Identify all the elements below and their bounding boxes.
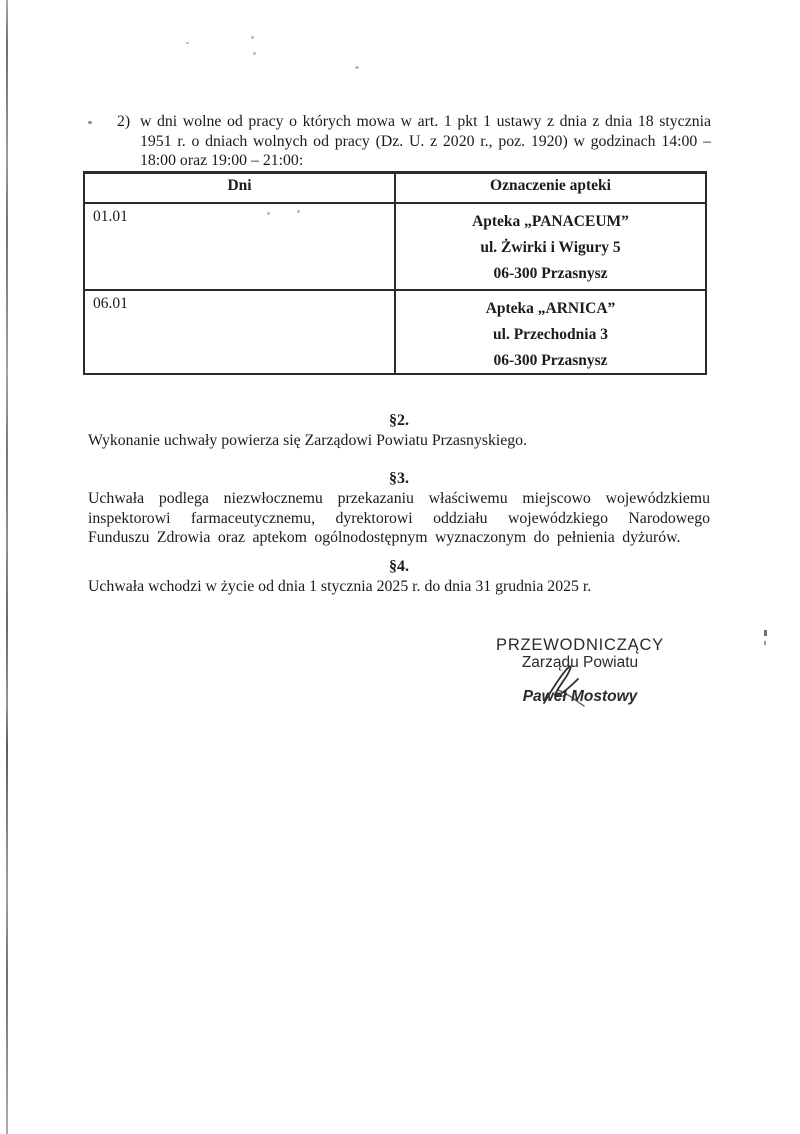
table-header-row [85, 174, 705, 202]
intro-paragraph-text: w dni wolne od pracy o których mowa w art. 1 pkt 1 ustawy z dnia z dnia 18 stycznia 1951 r. o dniach wolnych od pracy (Dz. U. z 2020 r., poz. 1920) w godzinach 14:00 – 18:00 oraz 19:00 – 21:00: [140, 113, 711, 170]
scan-artifact-line [6, 0, 8, 1134]
pharmacy-city: 06-300 Przasnysz [493, 352, 608, 369]
intro-paragraph [117, 112, 711, 171]
pharmacy-street: ul. Przechodnia 3 [493, 326, 608, 343]
pharmacy-street: ul. Żwirki i Wigury 5 [480, 239, 621, 256]
signature-block [480, 637, 680, 706]
section-text: Uchwała wchodzi w życie od dnia 1 stycznia 2025 r. do dnia 31 grudnia 2025 r. [88, 578, 592, 595]
scan-speck [88, 121, 92, 124]
section-text: Uchwała podlega niezwłocznemu przekazaniu właściwemu miejscowo wojewódzkiemu inspektorowi farmaceutycznemu, dyrektorowi oddziału wojewódzkiego Narodowego Funduszu Zdrowia oraz aptekom ogólnodostępnym wyznaczonym do pełnienia dyżurów. [88, 490, 710, 547]
scan-speck [186, 42, 189, 44]
section-text: Wykonanie uchwały powierza się Zarządowi Powiatu Przasnyskiego. [88, 432, 528, 449]
section-par2 [88, 412, 710, 451]
pharmacy-duty-table [83, 171, 707, 375]
signature-scribble [538, 663, 608, 711]
table-cell-days: 06.01 [85, 291, 396, 373]
signature-name: Paweł Mostowy [522, 688, 638, 705]
pharmacy-city: 06-300 Przasnysz [493, 265, 608, 282]
signature-title: PRZEWODNICZĄCY [496, 636, 664, 654]
scan-speck [355, 66, 359, 69]
section-heading: §3. [389, 470, 409, 487]
section-par4 [88, 558, 710, 597]
scan-edge-mark [764, 641, 766, 645]
scan-speck [253, 52, 256, 55]
scan-edge-mark [764, 630, 767, 636]
section-heading: §2. [389, 412, 409, 429]
section-par3 [88, 470, 710, 548]
section-heading: §4. [389, 558, 409, 575]
pharmacy-name: Apteka „ARNICA” [485, 300, 616, 317]
pharmacy-name: Apteka „PANACEUM” [472, 213, 629, 230]
table-header-days: Dni [85, 174, 396, 202]
scan-speck [251, 36, 254, 39]
table-cell-pharmacy [396, 204, 705, 289]
table-cell-days: 01.01 [85, 204, 396, 289]
list-item-marker: 2) [117, 113, 131, 130]
signature-organization: Zarządu Powiatu [521, 654, 639, 671]
table-row [85, 289, 705, 373]
table-row [85, 202, 705, 289]
table-header-pharmacy: Oznaczenie apteki [490, 177, 611, 194]
table-cell-pharmacy [396, 291, 705, 373]
